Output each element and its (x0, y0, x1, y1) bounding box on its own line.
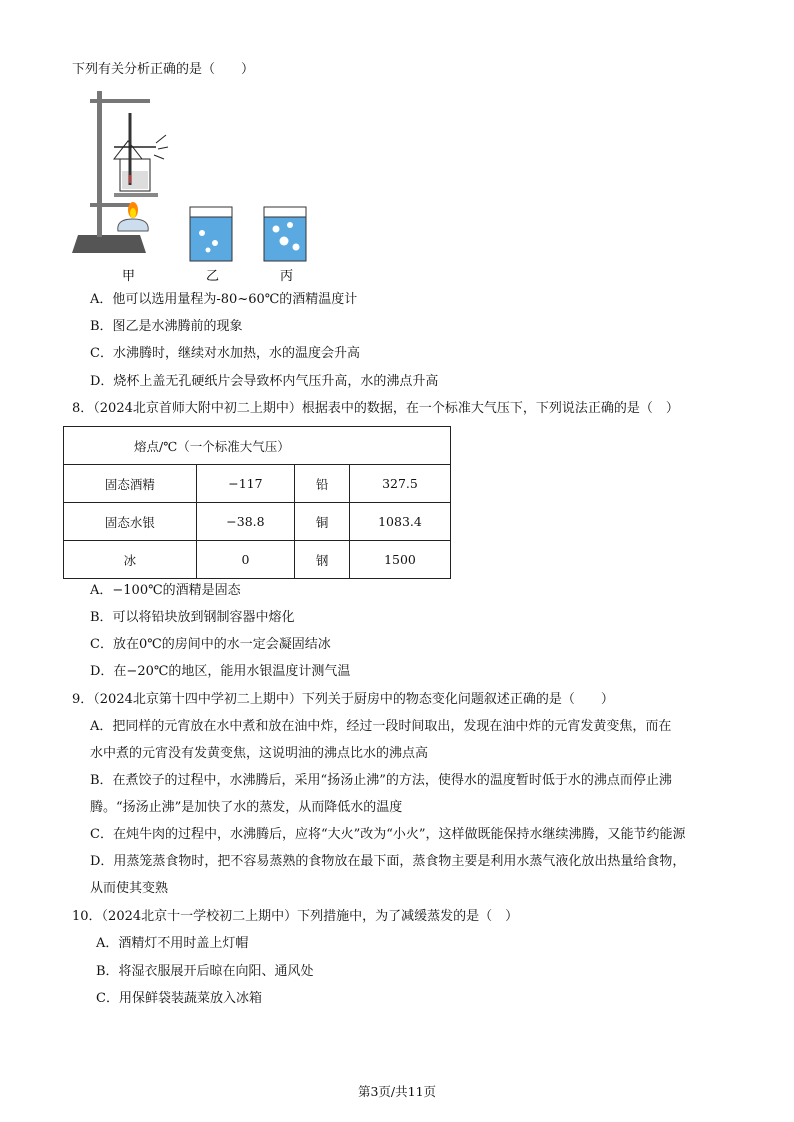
experiment-figure (70, 85, 310, 285)
q9-option-d-line2: 从而使其变熟 (90, 881, 169, 896)
q9-option-b-line1: B．在煮饺子的过程中，水沸腾后，采用“扬汤止沸”的方法，使得水的温度暂时低于水的沸点而停止沸 (90, 773, 672, 788)
beaker-heated-icon (114, 113, 168, 197)
table-row (64, 541, 451, 579)
table-cell: −117 (196, 465, 295, 503)
q8-option-c: C．放在0℃的房间中的水一定会凝固结冰 (90, 637, 331, 652)
figure-label-bing: 丙 (280, 269, 294, 284)
table-cell: 327.5 (349, 465, 450, 503)
table-cell: 0 (196, 541, 295, 579)
beaker-bing-icon (264, 207, 306, 261)
table-cell: 铅 (295, 465, 350, 503)
figure-label-yi: 乙 (206, 269, 220, 284)
q9-stem: 9．（2024北京第十四中学初二上期中）下列关于厨房中的物态变化问题叙述正确的是（ ） (72, 692, 614, 707)
table-cell: 1083.4 (349, 503, 450, 541)
table-row (64, 503, 451, 541)
q9-option-c: C．在炖牛肉的过程中，水沸腾后，应将“大火”改为“小火”，这样做既能保持水继续沸腾，又能节约能源 (90, 827, 686, 842)
table-cell: 钢 (295, 541, 350, 579)
melting-point-table (63, 426, 451, 579)
q10-option-b: B．将湿衣服展开后晾在向阳、通风处 (96, 964, 314, 979)
q8-stem: 8．（2024北京首师大附中初二上期中）根据表中的数据，在一个标准大气压下，下列说法正确的是（ ） (72, 401, 679, 416)
q9-option-d-line1: D．用蒸笼蒸食物时，把不容易蒸熟的食物放在最下面，蒸食物主要是利用水蒸气液化放出热量给食物， (90, 854, 686, 869)
figure-label-jia: 甲 (122, 269, 136, 284)
q7-option-b: B．图乙是水沸腾前的现象 (90, 319, 243, 334)
table-cell: 1500 (349, 541, 450, 579)
beaker-yi-icon (190, 207, 232, 261)
table-cell: 铜 (295, 503, 350, 541)
q10-stem: 10．（2024北京十一学校初二上期中）下列措施中，为了减缓蒸发的是（ ） (72, 909, 519, 924)
q9-option-a-line1: A．把同样的元宵放在水中煮和放在油中炸，经过一段时间取出，发现在油中炸的元宵发黄变焦，而在 (90, 719, 672, 734)
q8-option-b: B．可以将铅块放到钢制容器中熔化 (90, 610, 295, 625)
page-number: 第3页/共11页 (357, 1084, 437, 1099)
table-cell: −38.8 (196, 503, 295, 541)
q7-option-a: A．他可以选用量程为-80~60℃的酒精温度计 (90, 292, 358, 307)
table-cell: 冰 (64, 541, 197, 579)
q8-option-d: D．在−20℃的地区，能用水银温度计测气温 (90, 664, 351, 679)
q7-option-c: C．水沸腾时，继续对水加热，水的温度会升高 (90, 346, 360, 361)
q9-option-b-line2: 腾。“扬汤止沸”是加快了水的蒸发，从而降低水的温度 (90, 800, 403, 815)
table-row (64, 465, 451, 503)
q10-option-a: A．酒精灯不用时盖上灯帽 (96, 936, 249, 951)
table-cell: 固态水银 (64, 503, 197, 541)
q9-option-a-line2: 水中煮的元宵没有发黄变焦，这说明油的沸点比水的沸点高 (90, 746, 429, 761)
table-header: 熔点/℃（一个标准大气压） (64, 427, 451, 465)
q7-stem: 下列有关分析正确的是（ ） (72, 62, 255, 77)
q10-option-c: C．用保鲜袋装蔬菜放入冰箱 (96, 991, 262, 1006)
q8-option-a: A．−100℃的酒精是固态 (90, 583, 241, 598)
q7-option-d: D．烧杯上盖无孔硬纸片会导致杯内气压升高，水的沸点升高 (90, 374, 439, 389)
table-cell: 固态酒精 (64, 465, 197, 503)
